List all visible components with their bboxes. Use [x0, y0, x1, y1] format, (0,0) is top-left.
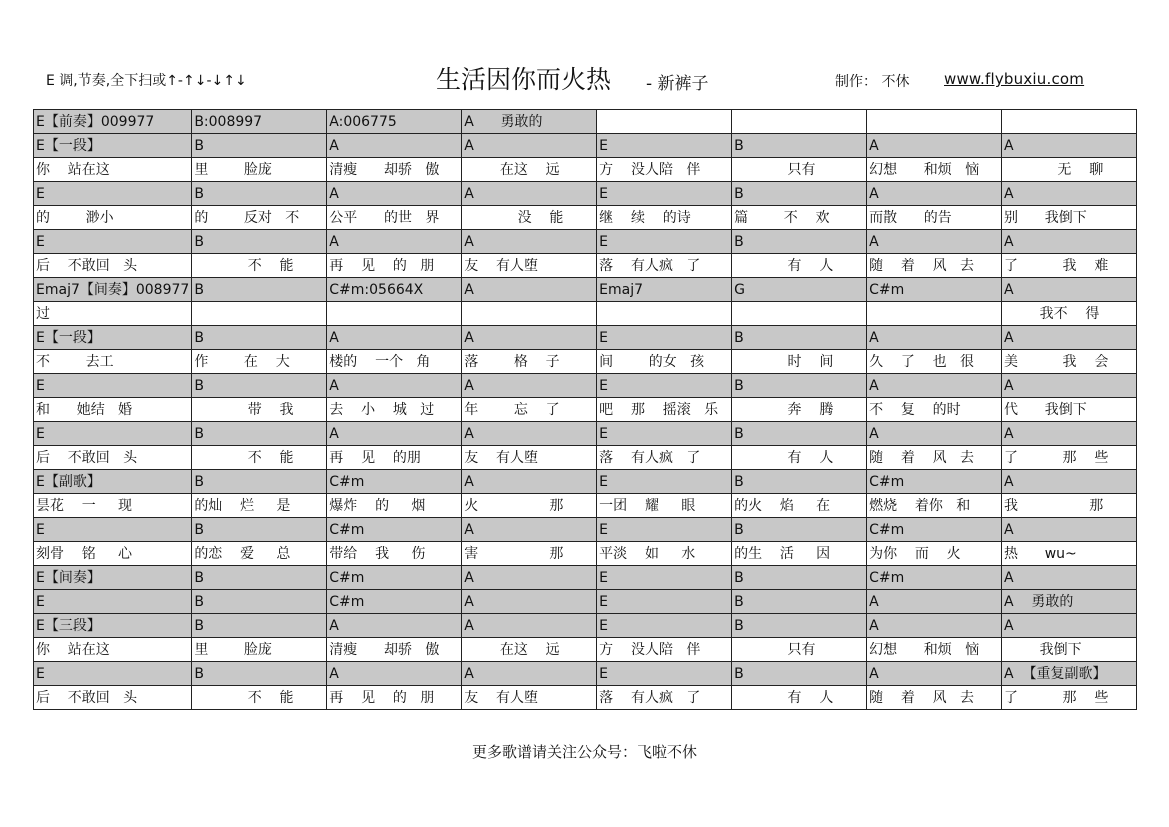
lyric-cell: 我倒下: [1002, 638, 1137, 662]
lyric-cell: 燃烧 着你 和: [867, 494, 1002, 518]
chord-cell: C#m:05664X: [327, 278, 462, 302]
chord-cell: E【一段】: [34, 326, 192, 350]
lyric-cell: 爆炸 的 烟: [327, 494, 462, 518]
lyric-cell: 篇 不 欢: [732, 206, 867, 230]
lyric-cell: 落 有人疯 了: [597, 446, 732, 470]
lyric-cell: 有 人: [732, 254, 867, 278]
lyric-cell: 再 见 的 朋: [327, 686, 462, 710]
chord-cell: A: [462, 518, 597, 542]
chord-cell: A: [462, 182, 597, 206]
lyric-cell: 友 有人堕: [462, 686, 597, 710]
chord-cell: A: [462, 662, 597, 686]
maker-credit: 制作： 不休: [835, 74, 910, 90]
lyric-cell: 一团 耀 眼: [597, 494, 732, 518]
lyric-cell: 在这 远: [462, 158, 597, 182]
chord-cell: A: [327, 422, 462, 446]
lyric-cell: 平淡 如 水: [597, 542, 732, 566]
chord-cell: A: [327, 230, 462, 254]
lyric-cell: 楼的 一个 角: [327, 350, 462, 374]
lyric-cell: 方 没人陪 伴: [597, 638, 732, 662]
chord-cell: A: [327, 134, 462, 158]
chord-cell: C#m: [867, 470, 1002, 494]
song-title: 生活因你而火热: [436, 65, 612, 94]
lyric-cell: 代 我倒下: [1002, 398, 1137, 422]
lyric-cell: 而散 的告: [867, 206, 1002, 230]
lyric-cell: 友 有人堕: [462, 254, 597, 278]
lyric-cell: 的 反对 不: [192, 206, 327, 230]
chord-cell: E【一段】: [34, 134, 192, 158]
chord-cell: A: [462, 470, 597, 494]
chord-cell: B: [192, 230, 327, 254]
chord-cell: A: [462, 326, 597, 350]
chord-cell: E: [597, 326, 732, 350]
chord-cell: B: [732, 326, 867, 350]
lyric-cell: 不 去工: [34, 350, 192, 374]
lyric-cell: 后 不敢回 头: [34, 254, 192, 278]
lyric-cell: 有 人: [732, 686, 867, 710]
chord-cell: B: [732, 662, 867, 686]
lyric-cell: 清瘦 却骄 傲: [327, 638, 462, 662]
lyric-cell: 里 脸庞: [192, 158, 327, 182]
lyric-cell: 作 在 大: [192, 350, 327, 374]
chord-cell: B: [192, 278, 327, 302]
lyric-cell: 和 她结 婚: [34, 398, 192, 422]
lyric-cell: 去 小 城 过: [327, 398, 462, 422]
chord-cell: C#m: [867, 518, 1002, 542]
chord-cell: [732, 110, 867, 134]
chord-cell: E: [597, 230, 732, 254]
chord-cell: A: [867, 326, 1002, 350]
lyric-cell: 不 能: [192, 254, 327, 278]
lyric-cell: 时 间: [732, 350, 867, 374]
chord-cell: A: [327, 614, 462, 638]
chord-cell: B: [732, 182, 867, 206]
chord-cell: A: [462, 614, 597, 638]
chord-cell: Emaj7【间奏】008977: [34, 278, 192, 302]
lyric-cell: 落 格 子: [462, 350, 597, 374]
lyric-cell: 没 能: [462, 206, 597, 230]
lyric-cell: 你 站在这: [34, 158, 192, 182]
chord-cell: A: [327, 182, 462, 206]
lyric-cell: 昙花 一 现: [34, 494, 192, 518]
chord-cell: C#m: [327, 566, 462, 590]
lyric-cell: 继 续 的诗: [597, 206, 732, 230]
chord-cell: B: [192, 566, 327, 590]
lyric-cell: 幻想 和烦 恼: [867, 638, 1002, 662]
lyric-cell: 公平 的世 界: [327, 206, 462, 230]
chord-cell: E【副歌】: [34, 470, 192, 494]
lyric-cell: 只有: [732, 638, 867, 662]
chord-cell: B: [192, 182, 327, 206]
chord-cell: A: [867, 134, 1002, 158]
lyric-cell: 的 渺小: [34, 206, 192, 230]
chord-cell: A: [867, 374, 1002, 398]
lyric-cell: 落 有人疯 了: [597, 254, 732, 278]
chord-cell: C#m: [327, 590, 462, 614]
lyric-cell: [867, 302, 1002, 326]
chord-cell: A: [1002, 182, 1137, 206]
lyric-cell: 再 见 的 朋: [327, 254, 462, 278]
chord-cell: A: [867, 182, 1002, 206]
lyric-cell: 的火 焰 在: [732, 494, 867, 518]
lyric-cell: 的恋 爱 总: [192, 542, 327, 566]
chord-cell: A: [867, 614, 1002, 638]
chord-cell: B: [732, 230, 867, 254]
chord-cell: E: [597, 614, 732, 638]
chord-cell: A 勇敢的: [1002, 590, 1137, 614]
chord-cell: A: [867, 662, 1002, 686]
chord-cell: C#m: [867, 278, 1002, 302]
lyric-cell: 为你 而 火: [867, 542, 1002, 566]
lyric-cell: 幻想 和烦 恼: [867, 158, 1002, 182]
lyric-cell: 落 有人疯 了: [597, 686, 732, 710]
lyric-cell: 过: [34, 302, 192, 326]
chord-cell: A 【重复副歌】: [1002, 662, 1137, 686]
chord-cell: E【间奏】: [34, 566, 192, 590]
lyric-cell: 年 忘 了: [462, 398, 597, 422]
chord-cell: B:008997: [192, 110, 327, 134]
lyric-cell: [327, 302, 462, 326]
chord-cell: A: [867, 230, 1002, 254]
chord-cell: A: [1002, 518, 1137, 542]
chord-cell: E: [597, 134, 732, 158]
lyric-cell: 只有: [732, 158, 867, 182]
lyric-cell: 热 wu~: [1002, 542, 1137, 566]
chord-cell: E: [597, 566, 732, 590]
chord-cell: B: [732, 422, 867, 446]
lyric-cell: 害 那: [462, 542, 597, 566]
chord-cell: A: [462, 230, 597, 254]
artist-name: - 新裤子: [646, 74, 709, 94]
lyric-cell: 我不 得: [1002, 302, 1137, 326]
chord-cell: E: [597, 518, 732, 542]
lyric-cell: 清瘦 却骄 傲: [327, 158, 462, 182]
lyric-cell: 在这 远: [462, 638, 597, 662]
chord-cell: E: [597, 662, 732, 686]
chord-cell: E: [597, 374, 732, 398]
chord-cell: E: [34, 230, 192, 254]
lyric-cell: 了 那 些: [1002, 446, 1137, 470]
chord-cell: A: [1002, 230, 1137, 254]
chord-cell: B: [192, 326, 327, 350]
chord-cell: A: [1002, 374, 1137, 398]
chord-cell: A: [1002, 326, 1137, 350]
lyric-cell: 的灿 烂 是: [192, 494, 327, 518]
lyric-cell: 后 不敢回 头: [34, 686, 192, 710]
lyric-cell: 不 能: [192, 446, 327, 470]
chord-cell: B: [192, 422, 327, 446]
chord-cell: C#m: [867, 566, 1002, 590]
chord-cell: B: [732, 590, 867, 614]
chord-cell: E: [597, 422, 732, 446]
chord-cell: A: [1002, 278, 1137, 302]
chord-cell: B: [732, 518, 867, 542]
key-info: E 调,节奏,全下扫或↑-↑↓-↓↑↓: [46, 73, 247, 89]
lyric-cell: 别 我倒下: [1002, 206, 1137, 230]
chord-cell: [867, 110, 1002, 134]
lyric-cell: 了 那 些: [1002, 686, 1137, 710]
chord-cell: E: [597, 590, 732, 614]
chord-cell: B: [732, 374, 867, 398]
lyric-cell: 吧 那 摇滚 乐: [597, 398, 732, 422]
chord-cell: A: [327, 374, 462, 398]
lyric-cell: 带给 我 伤: [327, 542, 462, 566]
chord-cell: A: [867, 590, 1002, 614]
lyric-cell: 方 没人陪 伴: [597, 158, 732, 182]
chord-cell: A: [462, 566, 597, 590]
chord-cell: E: [34, 518, 192, 542]
chord-cell: E: [34, 182, 192, 206]
chord-lyric-grid: [33, 109, 1137, 710]
lyric-cell: 不 能: [192, 686, 327, 710]
lyric-cell: 的生 活 因: [732, 542, 867, 566]
lyric-cell: 带 我: [192, 398, 327, 422]
lyric-cell: 火 那: [462, 494, 597, 518]
chord-cell: A: [462, 590, 597, 614]
chord-cell: A 勇敢的: [462, 110, 597, 134]
lyric-cell: 随 着 风 去: [867, 686, 1002, 710]
chord-cell: E: [34, 422, 192, 446]
chord-cell: B: [192, 590, 327, 614]
lyric-cell: 随 着 风 去: [867, 254, 1002, 278]
chord-cell: A: [462, 374, 597, 398]
lyric-cell: 刻骨 铭 心: [34, 542, 192, 566]
footer-note: 更多歌谱请关注公众号：飞啦不休: [471, 743, 697, 761]
chord-cell: B: [732, 134, 867, 158]
chord-cell: A: [1002, 614, 1137, 638]
chord-cell: A: [462, 278, 597, 302]
lyric-cell: 随 着 风 去: [867, 446, 1002, 470]
lyric-cell: 了 我 难: [1002, 254, 1137, 278]
chord-cell: B: [732, 614, 867, 638]
lyric-cell: 久 了 也 很: [867, 350, 1002, 374]
chord-cell: [597, 110, 732, 134]
chord-cell: G: [732, 278, 867, 302]
chord-cell: B: [192, 470, 327, 494]
chord-cell: B: [192, 614, 327, 638]
chord-cell: E: [597, 182, 732, 206]
lyric-cell: 再 见 的朋: [327, 446, 462, 470]
chord-cell: A: [1002, 566, 1137, 590]
lyric-cell: 你 站在这: [34, 638, 192, 662]
chord-cell: A: [462, 134, 597, 158]
lyric-cell: 里 脸庞: [192, 638, 327, 662]
lyric-cell: [732, 302, 867, 326]
lyric-cell: 美 我 会: [1002, 350, 1137, 374]
chord-cell: B: [192, 518, 327, 542]
chord-cell: B: [192, 662, 327, 686]
chord-cell: A: [1002, 134, 1137, 158]
lyric-cell: 友 有人堕: [462, 446, 597, 470]
chord-cell: C#m: [327, 518, 462, 542]
chord-cell: E: [34, 374, 192, 398]
chord-cell: A: [867, 422, 1002, 446]
chord-cell: A: [1002, 470, 1137, 494]
site-url[interactable]: www.flybuxiu.com: [944, 70, 1085, 88]
chord-cell: A: [327, 662, 462, 686]
lyric-cell: 无 聊: [1002, 158, 1137, 182]
lyric-cell: 奔 腾: [732, 398, 867, 422]
chord-cell: B: [192, 134, 327, 158]
chord-cell: A: [327, 326, 462, 350]
lyric-cell: 间 的女 孩: [597, 350, 732, 374]
lyric-cell: 后 不敢回 头: [34, 446, 192, 470]
chord-cell: A: [1002, 422, 1137, 446]
chord-cell: E【前奏】009977: [34, 110, 192, 134]
chord-cell: E【三段】: [34, 614, 192, 638]
lyric-cell: [462, 302, 597, 326]
chord-cell: B: [192, 374, 327, 398]
chord-cell: E: [597, 470, 732, 494]
chord-cell: [1002, 110, 1137, 134]
chord-cell: B: [732, 470, 867, 494]
chord-cell: E: [34, 662, 192, 686]
lyric-cell: 我 那: [1002, 494, 1137, 518]
chord-cell: C#m: [327, 470, 462, 494]
lyric-cell: [192, 302, 327, 326]
chord-cell: A:006775: [327, 110, 462, 134]
lyric-cell: 不 复 的时: [867, 398, 1002, 422]
lyric-cell: 有 人: [732, 446, 867, 470]
chord-cell: B: [732, 566, 867, 590]
chord-cell: Emaj7: [597, 278, 732, 302]
chord-cell: E: [34, 590, 192, 614]
chord-cell: A: [462, 422, 597, 446]
lyric-cell: [597, 302, 732, 326]
